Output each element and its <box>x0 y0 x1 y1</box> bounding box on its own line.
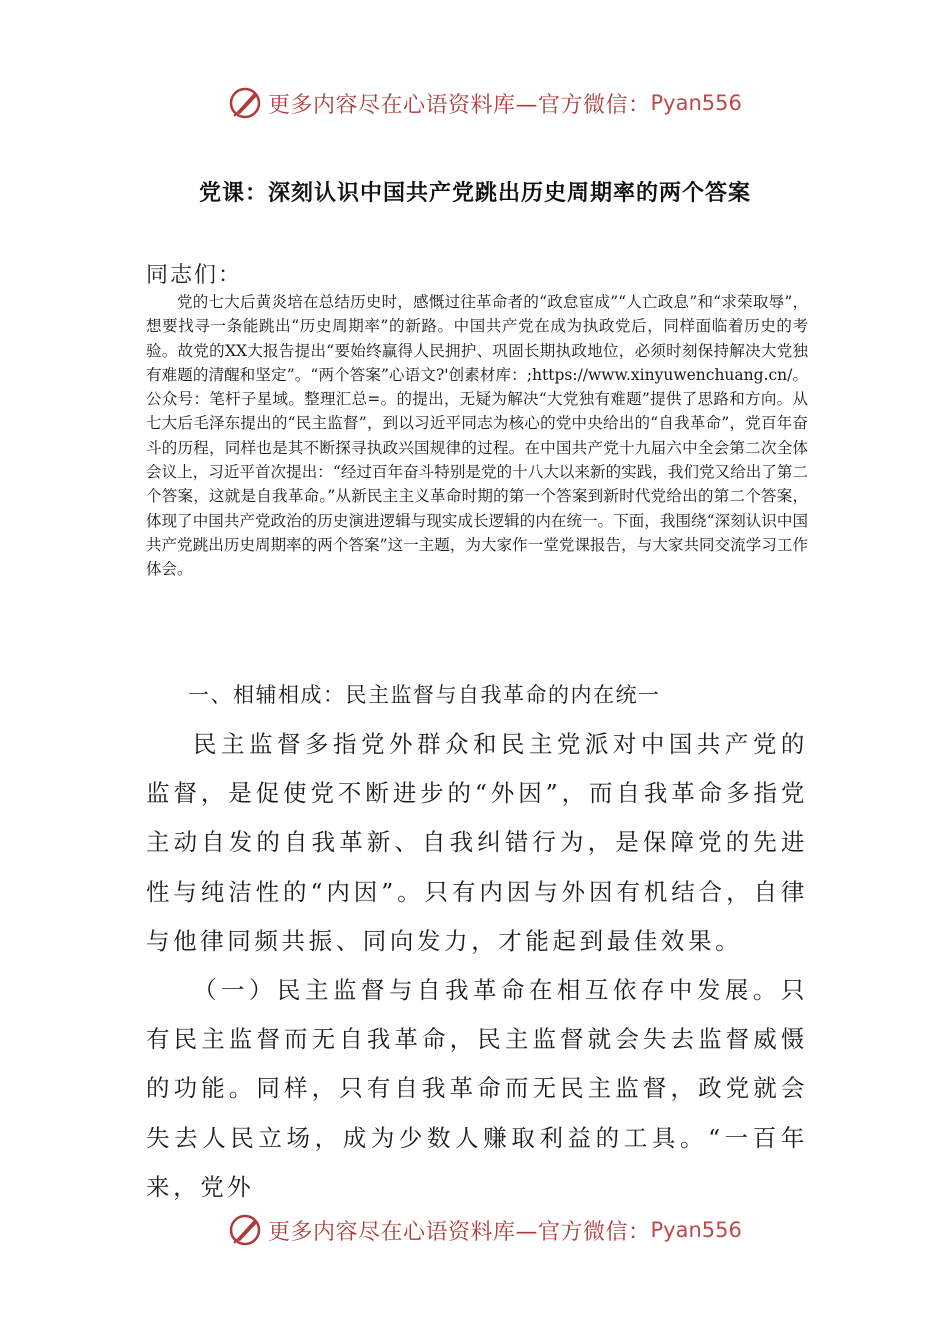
section-heading: 一、相辅相成：民主监督与自我革命的内在统一 <box>188 683 661 707</box>
watermark-banner-bottom <box>228 1210 742 1250</box>
body-paragraph-2: （一）民主监督与自我革命在相互依存中发展。只有民主监督而无自我革命，民主监督就会失去监督威慑的功能。同样，只有自我革命而无民主监督，政党就会失去人民立场，成为少数人赚取利益的工具。“一百年来，党外 <box>146 976 808 1201</box>
watermark-id: Pyan556 <box>650 1218 742 1242</box>
watermark-id: Pyan556 <box>650 91 742 115</box>
body-paragraph-1: 民主监督多指党外群众和民主党派对中国共产党的监督，是促使党不断进步的“外因”，而自我革命多指党主动自发的自我革新、自我纠错行为，是保障党的先进性与纯洁性的“内因”。只有内因与外因有机结合，自律与他律同频共振、同向发力，才能起到最佳效果。 <box>146 730 808 955</box>
watermark-text: 更多内容尽在心语资料库—官方微信： <box>268 1219 651 1245</box>
watermark-text: 更多内容尽在心语资料库—官方微信： <box>268 92 651 118</box>
watermark-banner-top <box>228 83 742 123</box>
quill-logo-icon <box>228 85 264 121</box>
greeting: 同志们： <box>146 263 243 288</box>
quill-logo-icon <box>228 1212 264 1248</box>
document-title: 党课：深刻认识中国共产党跳出历史周期率的两个答案 <box>198 180 751 206</box>
intro-paragraph: 党的七大后黄炎培在总结历史时，感慨过往革命者的“政怠宦成”“人亡政息”和“求荣取辱”，想要找寻一条能跳出“历史周期率”的新路。中国共产党在成为执政党后，同样面临着历史的考验。故党的XX大报告提出“要始终赢得人民拥护、巩固长期执政地位，必须时刻保持解决大党独有难题的清醒和坚定”。“两个答案”心语文?'创素材库：;https://www.xinyuwenchuang.cn/。公众号：笔杆子星域。整理汇总=。的提出，无疑为解决“大党独有难题”提供了思路和方向。从七大后毛泽东提出的“民主监督”，到以习近平同志为核心的党中央给出的“自我革命”，党百年奋斗的历程，同样也是其不断探寻执政兴国规律的过程。在中国共产党十九届六中全会第二次全体会议上，习近平首次提出：“经过百年奋斗特别是党的十八大以来新的实践，我们党又给出了第二个答案，这就是自我革命。”从新民主主义革命时期的第一个答案到新时代党给出的第二个答案，体现了中国共产党政治的历史演进逻辑与现实成长逻辑的内在统一。下面，我围绕“深刻认识中国共产党跳出历史周期率的两个答案”这一主题，为大家作一堂党课报告，与大家共同交流学习工作体会。 <box>146 293 808 579</box>
